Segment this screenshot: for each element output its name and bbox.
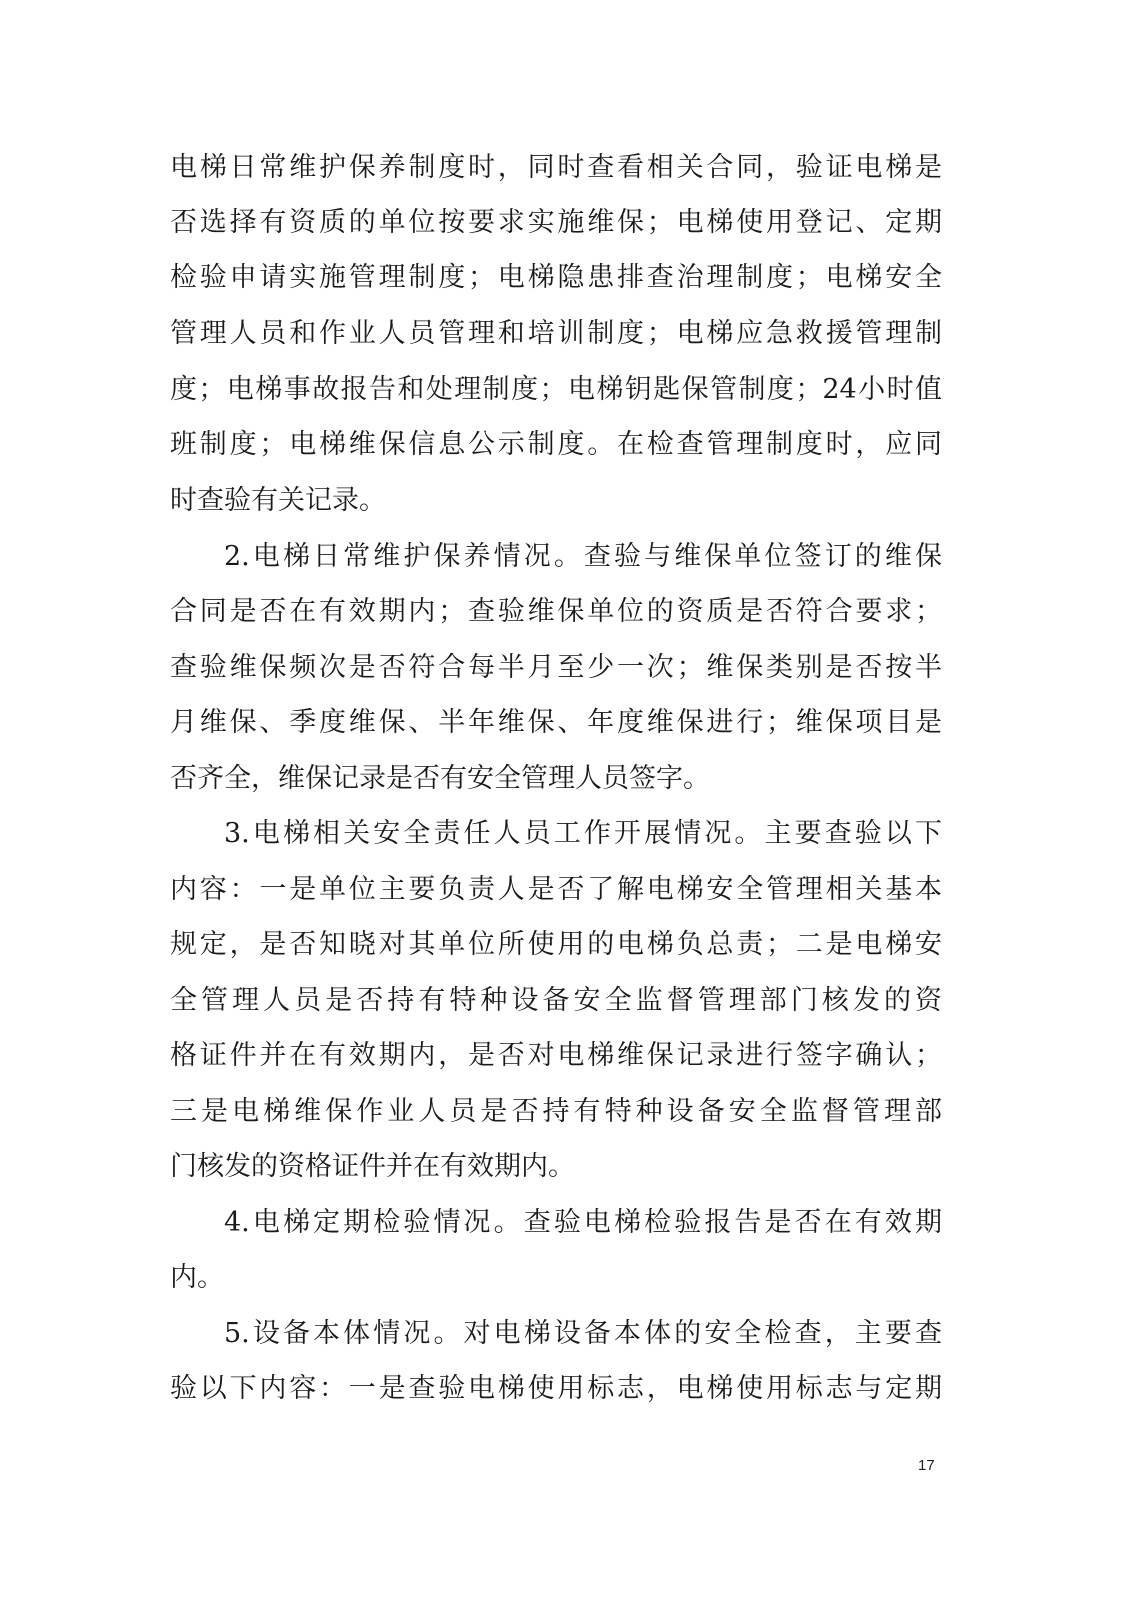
paragraph-2-heading-line: 2.电梯日常维护保养情况。查验与维保单位签订的维保 bbox=[224, 541, 942, 572]
paragraph-3-heading-line: 3.电梯相关安全责任人员工作开展情况。主要查验以下 bbox=[224, 818, 942, 849]
text-line: 班制度；电梯维保信息公示制度。在检查管理制度时，应同 bbox=[170, 429, 942, 460]
paragraph-4-heading-line: 4.电梯定期检验情况。查验电梯检验报告是否在有效期 bbox=[224, 1207, 942, 1238]
text-line: 三是电梯维保作业人员是否持有特种设备安全监督管理部 bbox=[170, 1096, 942, 1127]
text-line: 检验申请实施管理制度；电梯隐患排查治理制度；电梯安全 bbox=[170, 262, 942, 293]
text-line: 规定，是否知晓对其单位所使用的电梯负总责；二是电梯安 bbox=[170, 929, 942, 960]
text-line: 格证件并在有效期内，是否对电梯维保记录进行签字确认； bbox=[170, 1040, 942, 1071]
text-line: 否选择有资质的单位按要求实施维保；电梯使用登记、定期 bbox=[170, 207, 942, 238]
text-line: 内容：一是单位主要负责人是否了解电梯安全管理相关基本 bbox=[170, 874, 942, 905]
text-line: 否齐全，维保记录是否有安全管理人员签字。 bbox=[170, 763, 710, 794]
text-line: 月维保、季度维保、半年维保、年度维保进行；维保项目是 bbox=[170, 707, 942, 738]
text-line: 查验维保频次是否符合每半月至少一次；维保类别是否按半 bbox=[170, 652, 942, 683]
text-line: 合同是否在有效期内；查验维保单位的资质是否符合要求； bbox=[170, 596, 942, 627]
text-line: 度；电梯事故报告和处理制度；电梯钥匙保管制度；24小时值 bbox=[170, 374, 942, 405]
text-line: 管理人员和作业人员管理和培训制度；电梯应急救援管理制 bbox=[170, 318, 942, 349]
text-line: 内。 bbox=[170, 1262, 224, 1293]
text-line: 门核发的资格证件并在有效期内。 bbox=[170, 1151, 575, 1182]
text-line: 全管理人员是否持有特种设备安全监督管理部门核发的资 bbox=[170, 985, 942, 1016]
text-line: 时查验有关记录。 bbox=[170, 485, 386, 516]
text-line: 验以下内容：一是查验电梯使用标志，电梯使用标志与定期 bbox=[170, 1373, 942, 1404]
page-number: 17 bbox=[918, 1457, 935, 1474]
paragraph-5-heading-line: 5.设备本体情况。对电梯设备本体的安全检查，主要查 bbox=[224, 1318, 942, 1349]
text-line: 电梯日常维护保养制度时，同时查看相关合同，验证电梯是 bbox=[170, 152, 942, 183]
